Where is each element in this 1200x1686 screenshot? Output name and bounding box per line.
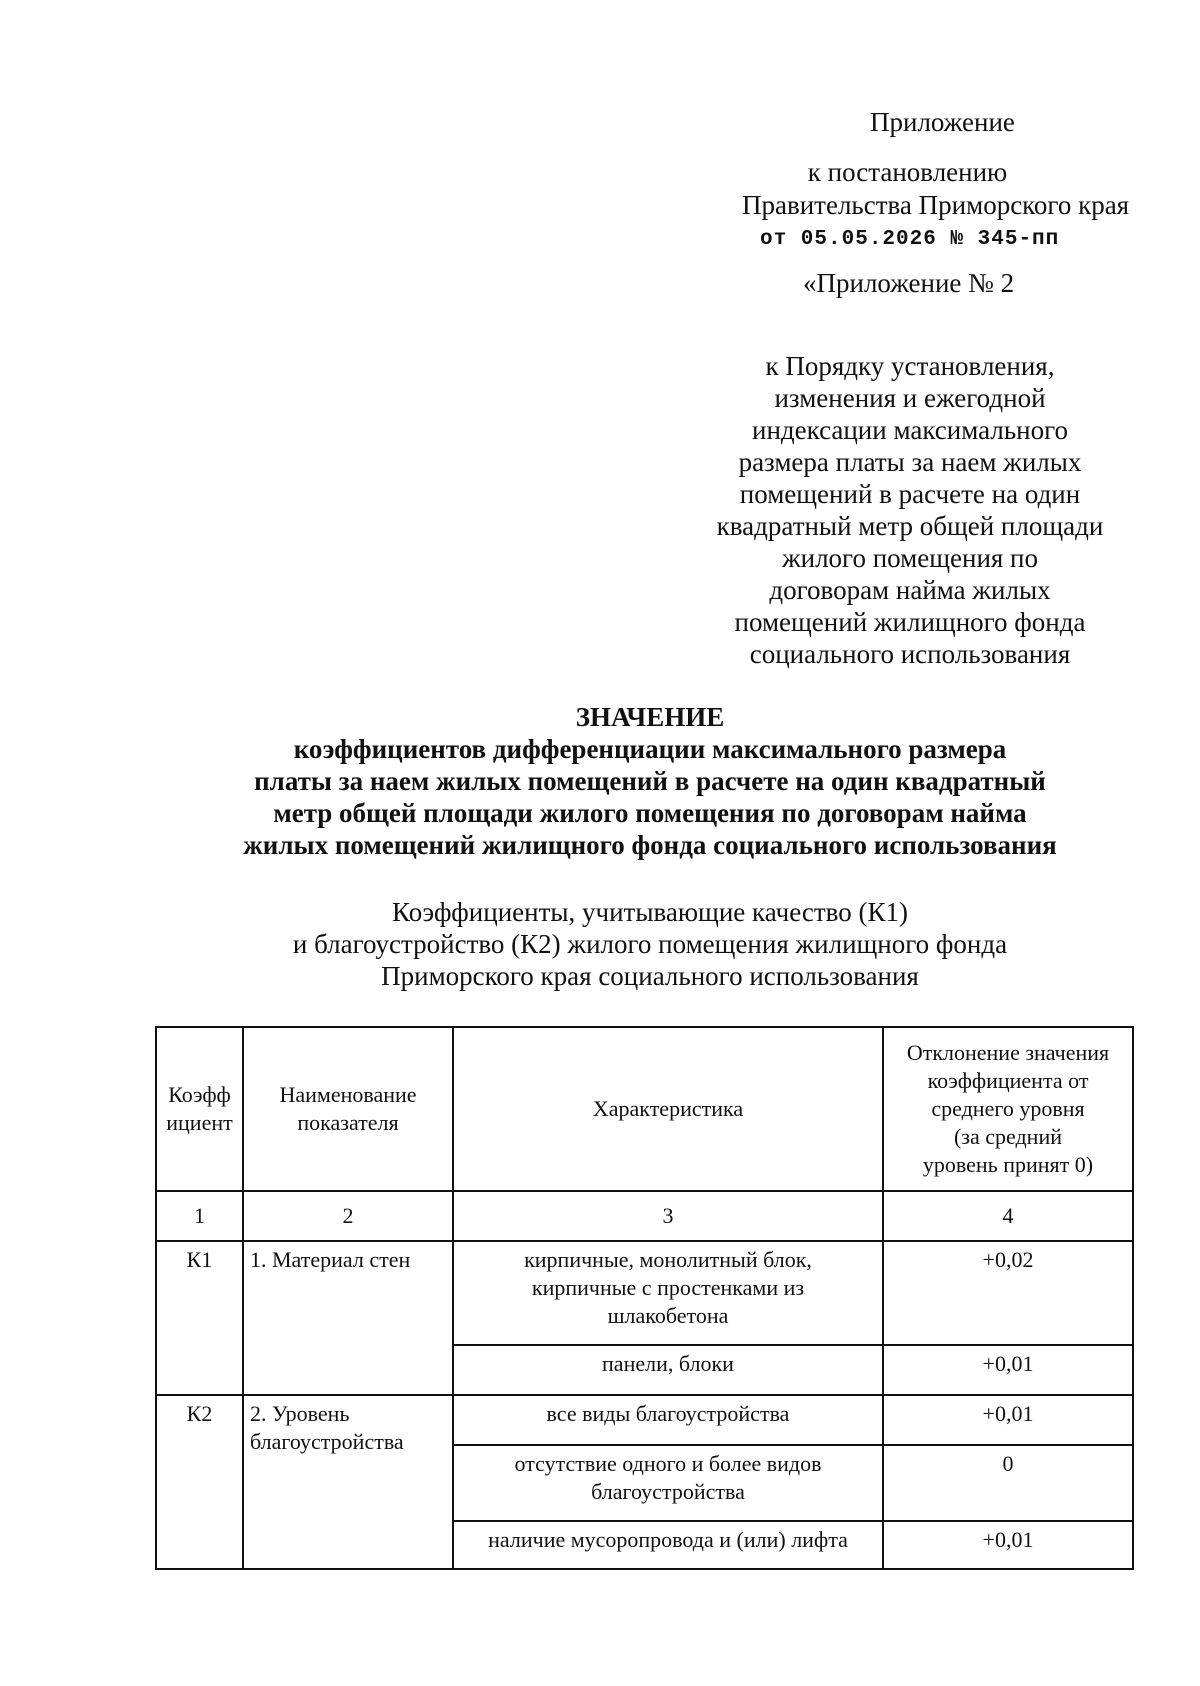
title-line: метр общей площади жилого помещения по договорам найма — [273, 798, 1027, 828]
column-number: 2 — [243, 1191, 453, 1241]
procedure-line: помещений в расчете на один — [739, 479, 1081, 509]
procedure-reference — [700, 350, 1120, 670]
decree-reference: от 05.05.2026 № 345-пп — [760, 228, 1060, 251]
appendix-label: Приложение — [870, 107, 1015, 137]
title-main: ЗНАЧЕНИЕ — [575, 702, 725, 732]
column-number: 1 — [156, 1191, 243, 1241]
header-deviation: Отклонение значения коэффициента от среднего уровня (за средний уровень принят 0) — [883, 1027, 1133, 1191]
subtitle-line: Коэффициенты, учитывающие качество (К1) — [392, 897, 908, 927]
table-subtitle — [100, 896, 1200, 992]
document-title — [100, 701, 1200, 861]
column-number: 3 — [453, 1191, 883, 1241]
subtitle-line: Приморского края социального использования — [381, 961, 919, 991]
deviation-value: +0,01 — [883, 1395, 1133, 1445]
subtitle-line: и благоустройство (К2) жилого помещения жилищного фонда — [292, 929, 1008, 959]
deviation-value: +0,02 — [883, 1241, 1133, 1345]
procedure-line: индексации максимального — [752, 415, 1068, 445]
procedure-line: к Порядку установления, — [765, 351, 1055, 381]
procedure-line: изменения и ежегодной — [774, 383, 1046, 413]
title-line: платы за наем жилых помещений в расчете на один квадратный — [254, 766, 1046, 796]
indicator-name: 2. Уровень благоустройства — [243, 1395, 453, 1569]
column-number-row — [156, 1191, 1133, 1241]
deviation-value: +0,01 — [883, 1521, 1133, 1569]
column-number: 4 — [883, 1191, 1133, 1241]
characteristic-cell: все виды благоустройства — [453, 1395, 883, 1445]
appendix-2-label: «Приложение № 2 — [803, 268, 1015, 298]
procedure-line: помещений жилищного фонда — [734, 607, 1086, 637]
header-characteristic: Характеристика — [453, 1027, 883, 1191]
characteristic-cell: наличие мусоропровода и (или) лифта — [453, 1521, 883, 1569]
characteristic-cell: кирпичные, монолитный блок, кирпичные с простенками из шлакобетона — [453, 1241, 883, 1345]
decree-line-1: к постановлению — [807, 157, 1008, 187]
coefficients-table — [155, 1026, 1134, 1570]
header-indicator-name: Наименование показателя — [243, 1027, 453, 1191]
characteristic-cell: панели, блоки — [453, 1345, 883, 1395]
indicator-name: 1. Материал стен — [243, 1241, 453, 1395]
header-coefficient: Коэфф ициент — [156, 1027, 243, 1191]
procedure-line: размера платы за наем жилых — [738, 447, 1082, 477]
procedure-line: квадратный метр общей площади — [716, 511, 1104, 541]
title-line: жилых помещений жилищного фонда социального использования — [243, 830, 1057, 860]
deviation-value: +0,01 — [883, 1345, 1133, 1395]
deviation-value: 0 — [883, 1445, 1133, 1521]
table-row — [156, 1241, 1133, 1345]
table-header-row — [156, 1027, 1133, 1191]
decree-line-2: Правительства Приморского края — [742, 190, 1130, 220]
coefficient-code: К2 — [156, 1395, 243, 1569]
title-line: коэффициентов дифференциации максимального размера — [293, 734, 1007, 764]
procedure-line: жилого помещения по — [781, 543, 1039, 573]
procedure-line: договорам найма жилых — [769, 575, 1051, 605]
table-row — [156, 1395, 1133, 1445]
procedure-line: социального использования — [749, 639, 1071, 669]
coefficient-code: К1 — [156, 1241, 243, 1395]
characteristic-cell: отсутствие одного и более видов благоустройства — [453, 1445, 883, 1521]
